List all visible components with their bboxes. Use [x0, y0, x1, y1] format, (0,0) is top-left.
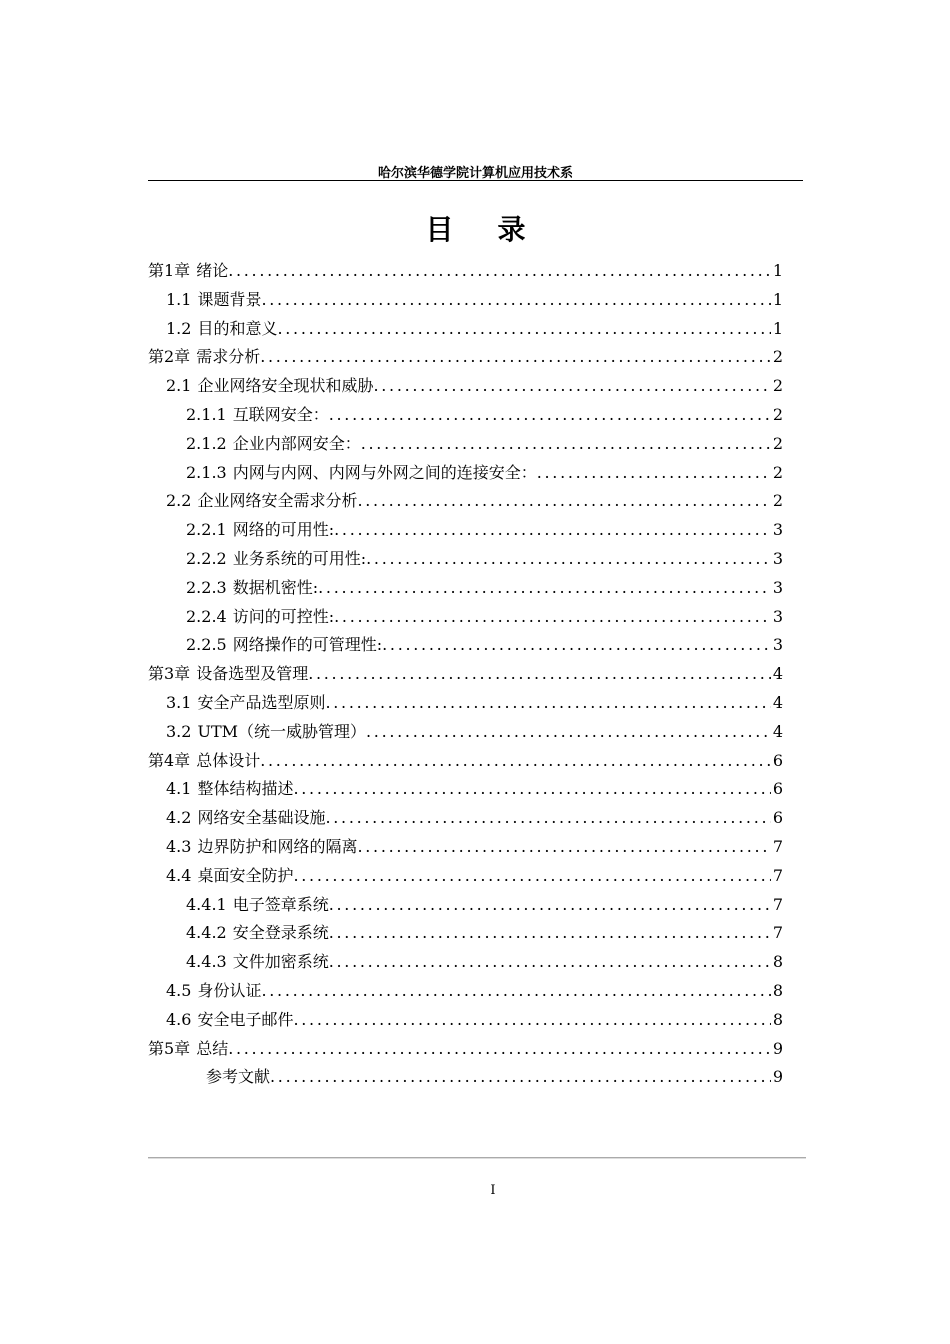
toc-entry-number: 2.2.1 [186, 520, 227, 540]
toc-dot-leader [329, 948, 771, 977]
toc-entry[interactable] [148, 343, 783, 372]
toc-entry-number: 第5章 [148, 1038, 191, 1058]
toc-entry-number: 第3章 [148, 664, 191, 684]
toc-entry[interactable] [148, 689, 783, 718]
toc-entry[interactable] [148, 430, 783, 459]
toc-entry-title: 网络操作的可管理性: [232, 635, 383, 655]
toc-entry[interactable] [148, 660, 783, 689]
toc-entry-page: 8 [772, 1009, 783, 1029]
toc-entry-page: 3 [772, 606, 783, 626]
toc-entry-title: 业务系统的可用性: [232, 548, 367, 568]
toc-entry-title: 安全登录系统 [232, 923, 329, 943]
toc-entry-page: 3 [772, 577, 783, 597]
toc-entry-number: 2.2.3 [186, 577, 227, 597]
toc-entry-label [166, 718, 366, 747]
toc-entry-number: 4.1 [166, 779, 192, 799]
toc-dot-leader [260, 747, 771, 776]
toc-dot-leader [277, 315, 770, 344]
toc-entry-number: 4.2 [166, 808, 192, 828]
toc-entry-title: 网络安全基础设施 [197, 808, 326, 828]
toc-entry-page: 3 [772, 635, 783, 655]
toc-entry-title: 文件加密系统 [232, 952, 329, 972]
toc-entry-number: 4.4.2 [186, 923, 227, 943]
toc-entry-label [166, 487, 357, 516]
toc-dot-leader [334, 603, 771, 632]
toc-entry-page: 3 [772, 520, 783, 540]
toc-entry-title: 内网与内网、内网与外网之间的连接安全： [232, 462, 537, 482]
toc-entry[interactable] [148, 862, 783, 891]
toc-dot-leader [537, 459, 771, 488]
toc-entry-number: 4.3 [166, 836, 192, 856]
toc-entry-page: 2 [772, 462, 783, 482]
toc-entry-title: 桌面安全防护 [197, 865, 294, 885]
toc-entry-number: 2.2 [166, 491, 192, 511]
toc-entry[interactable] [148, 631, 783, 660]
toc-dot-leader [329, 919, 771, 948]
toc-entry[interactable] [148, 977, 783, 1006]
toc-entry-number: 第1章 [148, 261, 191, 280]
toc-entry-number: 3.1 [166, 692, 192, 712]
toc-entry-label [186, 603, 334, 632]
toc-entry[interactable] [148, 603, 783, 632]
toc-entry-label [166, 315, 277, 344]
running-header: 哈尔滨华德学院计算机应用技术系 [377, 166, 573, 181]
toc-entry[interactable] [148, 919, 783, 948]
toc-entry-title: 安全电子邮件 [197, 1009, 294, 1029]
toc-entry-number: 2.2.4 [186, 606, 227, 626]
toc-entry-label [148, 660, 308, 689]
toc-entry-label [186, 516, 334, 545]
toc-entry-page: 7 [772, 865, 783, 885]
toc-dot-leader [357, 487, 770, 516]
toc-dot-leader [228, 1035, 771, 1064]
toc-entry-page: 2 [772, 376, 783, 396]
toc-entry-page: 4 [772, 692, 783, 712]
toc-entry-label [148, 343, 260, 372]
footer-rule [148, 1157, 806, 1158]
toc-entry-number: 2.1.2 [186, 433, 227, 453]
toc-entry-title: 参考文献 [206, 1067, 271, 1087]
toc-entry-label [186, 919, 329, 948]
toc-entry-label [186, 459, 537, 488]
toc-entry[interactable] [148, 401, 783, 430]
header-rule [148, 180, 803, 181]
toc-entry-label [186, 631, 382, 660]
toc-entry-title: 绪论 [196, 261, 229, 280]
toc-entry-title: 电子签章系统 [232, 894, 329, 914]
toc-entry[interactable] [148, 372, 783, 401]
toc-entry-title: 整体结构描述 [197, 779, 294, 799]
toc-dot-leader [361, 430, 771, 459]
toc-entry-page: 4 [772, 664, 783, 684]
toc-dot-leader [318, 574, 771, 603]
toc-entry-page: 7 [772, 836, 783, 856]
toc-entry-number: 1.2 [166, 318, 192, 338]
toc-dot-leader [261, 286, 770, 315]
toc-entry-number: 4.5 [166, 980, 192, 1000]
toc-entry-label [166, 862, 293, 891]
toc-dot-leader [366, 545, 771, 574]
toc-entry[interactable] [148, 833, 783, 862]
toc-entry[interactable] [148, 718, 783, 747]
toc-entry[interactable] [148, 804, 783, 833]
toc-entry-title: 数据机密性: [232, 577, 319, 597]
toc-entry-page: 6 [772, 808, 783, 828]
toc-entry[interactable] [148, 1006, 783, 1035]
toc-entry-number: 4.4.1 [186, 894, 227, 914]
toc-entry-number: 2.1 [166, 376, 192, 396]
toc-entry-label [186, 401, 329, 430]
toc-dot-leader [329, 891, 771, 920]
toc-entry-number: 1.1 [166, 289, 192, 309]
toc-entry-page: 6 [772, 779, 783, 799]
toc-entry-page: 1 [772, 261, 783, 280]
toc-entry-number: 2.2.5 [186, 635, 227, 655]
toc-entry-title: 企业网络安全需求分析 [197, 491, 358, 511]
toc-entry[interactable] [148, 891, 783, 920]
toc-dot-leader [261, 977, 770, 1006]
toc-dot-leader [293, 1006, 770, 1035]
toc-entry-page: 2 [772, 491, 783, 511]
toc-entry-page: 1 [772, 289, 783, 309]
toc-entry-title: 企业网络安全现状和威胁 [197, 376, 374, 396]
toc-entry-label [166, 1006, 293, 1035]
toc-dot-leader [382, 631, 771, 660]
toc-entry[interactable] [148, 775, 783, 804]
toc-entry-page: 6 [772, 750, 783, 770]
toc-entry-label [148, 257, 228, 286]
toc-dot-leader [325, 804, 770, 833]
toc-entry-number: 4.6 [166, 1009, 192, 1029]
toc-entry-title: 企业内部网安全： [232, 433, 361, 453]
toc-entry-title: 身份认证 [197, 980, 262, 1000]
toc-entry-page: 1 [772, 318, 783, 338]
toc-entry-label [166, 833, 357, 862]
toc-entry-title: 总结 [196, 1038, 229, 1058]
toc-dot-leader [308, 660, 771, 689]
toc-entry-number: 第2章 [148, 347, 191, 367]
toc-entry[interactable] [148, 1063, 783, 1092]
toc-dot-leader [228, 257, 771, 286]
toc-entry[interactable] [148, 315, 783, 344]
toc-entry-page: 8 [772, 980, 783, 1000]
toc-entry-title: 网络的可用性: [232, 520, 335, 540]
toc-entry-label [148, 1035, 228, 1064]
toc-entry-title: 总体设计 [196, 750, 261, 770]
toc-entry-page: 9 [772, 1067, 783, 1087]
toc-entry-title: 设备选型及管理 [196, 664, 309, 684]
toc-title: 目录 [425, 213, 570, 246]
toc-entry-label [166, 977, 261, 1006]
toc-dot-leader [329, 401, 771, 430]
toc-dot-leader [270, 1063, 771, 1092]
toc-entry[interactable] [148, 286, 783, 315]
toc-entry[interactable] [148, 487, 783, 516]
toc-entry-title: 目的和意义 [197, 318, 278, 338]
toc-entry-label [186, 545, 366, 574]
toc-entry-title: 课题背景 [197, 289, 262, 309]
table-of-contents [148, 257, 783, 1092]
toc-dot-leader [260, 343, 771, 372]
toc-entry-label [148, 747, 260, 776]
toc-entry-page: 2 [772, 404, 783, 424]
toc-entry-title: 需求分析 [196, 347, 261, 367]
toc-entry-label [186, 891, 329, 920]
toc-entry-page: 8 [772, 952, 783, 972]
toc-entry-label [166, 689, 325, 718]
toc-entry-page: 2 [772, 347, 783, 367]
toc-entry[interactable] [148, 574, 783, 603]
toc-entry-number: 3.2 [166, 721, 192, 741]
toc-entry-title: 互联网安全： [232, 404, 329, 424]
toc-entry-number: 4.4 [166, 865, 192, 885]
toc-entry-title: 边界防护和网络的隔离 [197, 836, 358, 856]
toc-entry-label [186, 574, 318, 603]
toc-dot-leader [293, 862, 770, 891]
toc-entry-number: 2.1.1 [186, 404, 227, 424]
toc-entry-number: 4.4.3 [186, 952, 227, 972]
toc-entry[interactable] [148, 516, 783, 545]
toc-entry[interactable] [148, 948, 783, 977]
toc-entry-label [166, 775, 293, 804]
toc-entry-label [166, 804, 325, 833]
toc-dot-leader [325, 689, 770, 718]
toc-entry-title: 安全产品选型原则 [197, 692, 326, 712]
toc-entry[interactable] [148, 1035, 783, 1064]
toc-entry[interactable] [148, 545, 783, 574]
toc-entry-label [186, 948, 329, 977]
toc-entry-label [166, 286, 261, 315]
toc-entry-label [186, 430, 361, 459]
toc-entry[interactable] [148, 459, 783, 488]
toc-entry[interactable] [148, 747, 783, 776]
toc-entry-page: 7 [772, 923, 783, 943]
toc-entry-page: 4 [772, 721, 783, 741]
toc-entry-title: UTM（统一威胁管理） [197, 721, 366, 741]
toc-dot-leader [373, 372, 770, 401]
toc-dot-leader [293, 775, 770, 804]
toc-entry-number: 2.2.2 [186, 548, 227, 568]
toc-entry-page: 3 [772, 548, 783, 568]
toc-entry[interactable] [148, 257, 783, 286]
toc-entry-title: 访问的可控性: [232, 606, 335, 626]
toc-entry-page: 7 [772, 894, 783, 914]
toc-dot-leader [334, 516, 771, 545]
toc-entry-number: 2.1.3 [186, 462, 227, 482]
toc-dot-leader [366, 718, 771, 747]
toc-dot-leader [357, 833, 770, 862]
toc-entry-number: 第4章 [148, 750, 191, 770]
toc-entry-page: 2 [772, 433, 783, 453]
toc-entry-label [166, 372, 373, 401]
toc-entry-page: 9 [772, 1038, 783, 1058]
toc-entry-label [206, 1063, 270, 1092]
page-number: I [490, 1183, 496, 1198]
